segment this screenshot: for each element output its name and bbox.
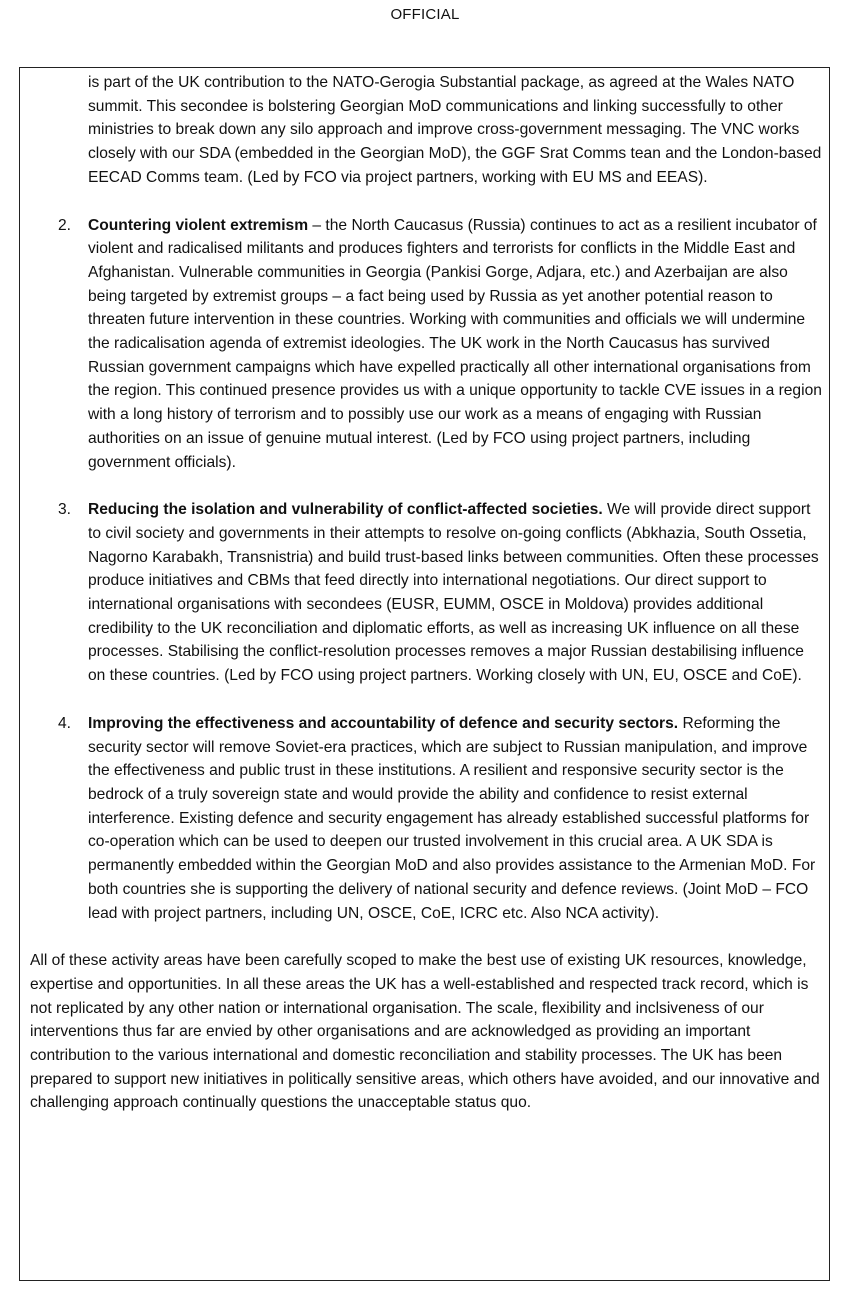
- list-item-number: 4.: [58, 714, 72, 732]
- list-item-defence-security-sectors: [0, 712, 850, 925]
- list-item-number: 2.: [58, 216, 72, 234]
- list-item-heading: Reducing the isolation and vulnerability of conflict-affected societies.: [88, 501, 603, 519]
- closing-paragraph: All of these activity areas have been carefully scoped to make the best use of existing UK resources, knowledge, expertise and opportunities. In all these areas the UK has a well-established and respected track record, which is not replicated by any other nation or international organisation. The scale, flexibility and inclsiveness of our interventions thus far are envied by other organisations and are acknowledged as providing an important contribution to the various international and domestic reconciliation and stability processes. The UK has been prepared to support new initiatives in politically sensitive areas, which others have avoided, and our innovative and challenging approach continually questions the unacceptable status quo.: [30, 952, 820, 1112]
- list-item-reducing-isolation: [0, 498, 850, 688]
- classification-header: OFFICIAL: [390, 6, 460, 23]
- list-item-heading: Improving the effectiveness and accountability of defence and security sectors.: [88, 714, 679, 732]
- list-item-number: 3.: [58, 501, 72, 519]
- list-item-heading: Countering violent extremism: [88, 216, 309, 234]
- list-item-text: Reforming the security sector will remove Soviet-era practices, which are subject to Russian manipulation, and improve the effectiveness and public trust in these institutions. A resilient and responsive security sector is the bedrock of a truly sovereign state and would provide the ability and confidence to resist external interference. Existing defence and security engagement has already established successful platforms for co-operation which can be used to deepen our trusted involvement in this crucial area. A UK SDA is permanently embedded within the Georgian MoD and also provides assistance to the Armenian MoD. For both countries she is supporting the delivery of national security and defence reviews. (Joint MoD – FCO lead with project partners, including UN, OSCE, CoE, ICRC etc. Also NCA activity).: [88, 714, 816, 922]
- document-body: [0, 71, 850, 1115]
- list-item-text: – the North Caucasus (Russia) continues to act as a resilient incubator of violent and radicalised militants and produces fighters and terrorists for conflicts in the Middle East and Afghanistan. Vulnerable communities in Georgia (Pankisi Gorge, Adjara, etc.) and Azerbaijan are also being targeted by extremist groups – a fact being used by Russia as yet another potential reason to threaten future intervention in these countries. Working with communities and officials we will undermine the radicalisation agenda of extremist ideologies. The UK work in the North Caucasus has survived Russian government campaigns which have expelled practically all other international organisations from the region. This continued presence provides us with a unique opportunity to tackle CVE issues in a region with a long history of terrorism and to possibly use our work as a means of engaging with Russian authorities on an issue of genuine mutual interest. (Led by FCO using project partners, including government officials).: [88, 216, 822, 471]
- list-item-body: [88, 214, 823, 475]
- list-item-body: [88, 712, 823, 925]
- list-item-text: We will provide direct support to civil society and governments in their attempts to resolve on-going conflicts (Abkhazia, South Ossetia, Nagorno Karabakh, Transnistria) and build trust-based links between communities. Often these processes produce initiatives and CBMs that feed directly into international negotiations. Our direct support to international organisations with secondees (EUSR, EUMM, OSCE in Moldova) provides additional credibility to the UK reconciliation and diplomatic efforts, as well as increasing UK influence on all these processes. Stabilising the conflict-resolution processes removes a major Russian destabilising influence on these countries. (Led by FCO using project partners. Working closely with UN, EU, OSCE and CoE).: [88, 501, 819, 685]
- list-item-body: [88, 498, 823, 688]
- intro-paragraph: is part of the UK contribution to the NATO-Gerogia Substantial package, as agreed at the Wales NATO summit. This secondee is bolstering Georgian MoD communications and linking successfully to other ministries to break down any silo approach and improve cross-government messaging. The VNC works closely with our SDA (embedded in the Georgian MoD), the GGF Srat Comms tean and the London-based EECAD Comms team. (Led by FCO via project partners, working with EU MS and EEAS).: [88, 74, 822, 186]
- list-item-countering-violent-extremism: [0, 214, 850, 475]
